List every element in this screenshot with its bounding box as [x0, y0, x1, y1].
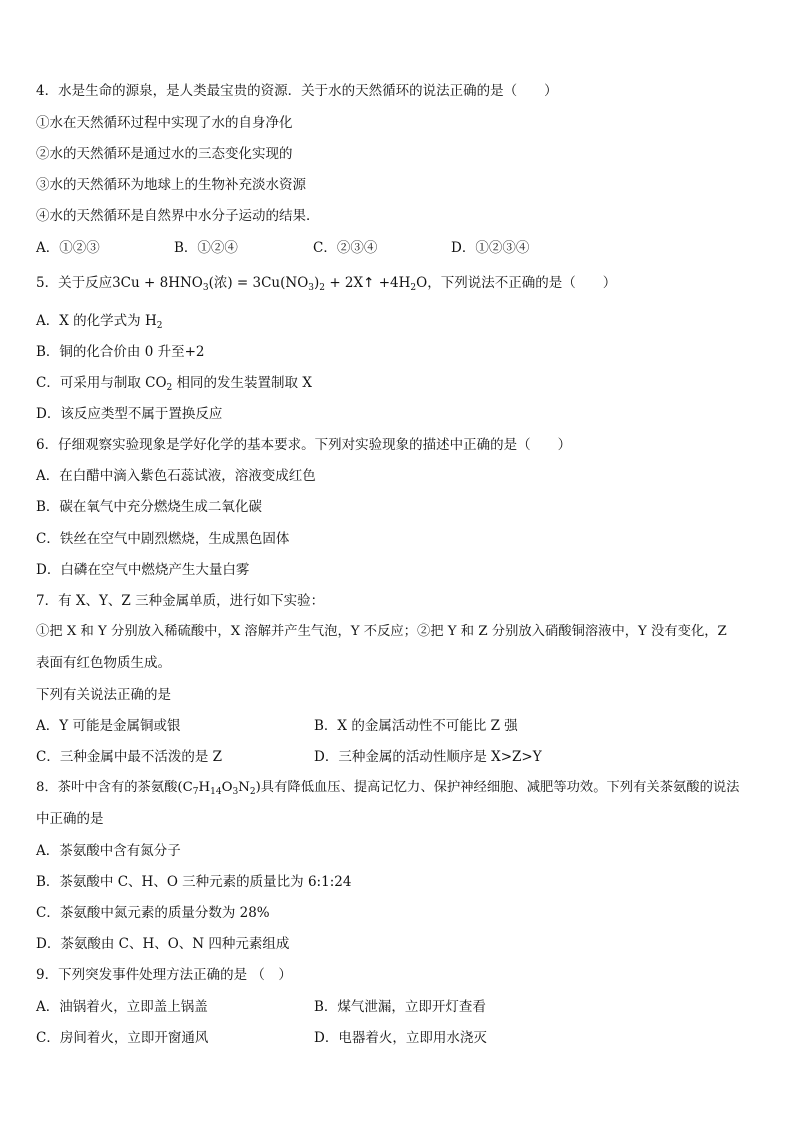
- q4-statement-2: ②水的天然循环是通过水的三态变化实现的: [36, 146, 293, 162]
- q5-prefix: 5．关于反应: [36, 275, 113, 291]
- q7-stem: 7．有 X、Y、Z 三种金属单质，进行如下实验：: [36, 593, 325, 609]
- q5-option-c: C．可采用与制取 $CO_2$ 相同的发生装置制取 X: [36, 375, 312, 393]
- q4-option-d: D．①②③④: [451, 240, 530, 256]
- q9-option-d: D．电器着火，立即用水浇灭: [314, 1030, 487, 1046]
- q8-stem: 8．茶叶中含有的茶氨酸$(C_7H_{14}O_3N_2)$具有降低血压、提高记忆力、保护神经细胞、减肥等功效。下列有关茶氨酸的说法: [36, 780, 740, 797]
- q9-option-c: C．房间着火，立即开窗通风: [36, 1030, 209, 1046]
- q7-option-a: A．Y 可能是金属铜或银: [36, 718, 181, 734]
- q5-option-d: D．该反应类型不属于置换反应: [36, 406, 223, 422]
- q6-stem: 6．仔细观察实验现象是学好化学的基本要求。下列对实验现象的描述中正确的是（ ）: [36, 437, 572, 453]
- q6-option-d: D．白磷在空气中燃烧产生大量白雾: [36, 562, 250, 578]
- q8-option-b: B．茶氨酸中 C、H、O 三种元素的质量比为 6:1:24: [36, 874, 352, 890]
- q7-option-d: D．三种金属的活动性顺序是 X>Z>Y: [314, 749, 542, 765]
- q5-equation: $3Cu + 8HNO_3$(浓) = $3Cu(NO_3)_2$ + 2X↑ $+4H_2O$: [112, 275, 428, 293]
- q4-statement-4: ④水的天然循环是自然界中水分子运动的结果．: [36, 208, 320, 224]
- q9-option-a: A．油锅着火，立即盖上锅盖: [36, 999, 208, 1015]
- q4-statement-1: ①水在天然循环过程中实现了水的自身净化: [36, 115, 293, 131]
- q6-option-b: B．碳在氧气中充分燃烧生成二氧化碳: [36, 499, 262, 515]
- q9-option-b: B．煤气泄漏，立即开灯查看: [314, 999, 486, 1015]
- q5-suffix: ，下列说法不正确的是（ ）: [427, 275, 617, 291]
- q6-option-a: A．在白醋中滴入紫色石蕊试液，溶液变成红色: [36, 468, 316, 484]
- q8-stem-line-2: 中正确的是: [36, 811, 104, 827]
- q7-question: 下列有关说法正确的是: [36, 687, 171, 703]
- gas-arrow-icon: ↑: [363, 275, 375, 291]
- q4-stem: 4．水是生命的源泉，是人类最宝贵的资源．关于水的天然循环的说法正确的是（ ）: [36, 83, 558, 99]
- q7-experiment-line-2: 表面有红色物质生成。: [36, 655, 171, 671]
- q9-stem: 9．下列突发事件处理方法正确的是 （ ）: [36, 967, 292, 983]
- q5-option-b: B．铜的化合价由 0 升至+2: [36, 344, 205, 360]
- q4-option-b: B．①②④: [174, 240, 238, 256]
- q6-option-c: C．铁丝在空气中剧烈燃烧，生成黑色固体: [36, 531, 290, 547]
- q4-statement-3: ③水的天然循环为地球上的生物补充淡水资源: [36, 177, 306, 193]
- q7-option-b: B．X 的金属活动性不可能比 Z 强: [314, 718, 518, 734]
- q7-experiment-line-1: ①把 X 和 Y 分别放入稀硫酸中，X 溶解并产生气泡，Y 不反应；②把 Y 和 Z 分别放入硝酸铜溶液中，Y 没有变化，Z: [36, 624, 727, 639]
- q4-option-a: A．①②③: [36, 240, 100, 256]
- q5-stem: [36, 273, 616, 293]
- q4-option-c: C．②③④: [313, 240, 378, 256]
- q7-option-c: C．三种金属中最不活泼的是 Z: [36, 749, 223, 765]
- q5-option-a: A．X 的化学式为 $H_2$: [36, 313, 163, 331]
- q8-option-c: C．茶氨酸中氮元素的质量分数为 28%: [36, 905, 270, 921]
- q8-option-a: A．茶氨酸中含有氮分子: [36, 843, 181, 859]
- q8-option-d: D．茶氨酸由 C、H、O、N 四种元素组成: [36, 936, 290, 952]
